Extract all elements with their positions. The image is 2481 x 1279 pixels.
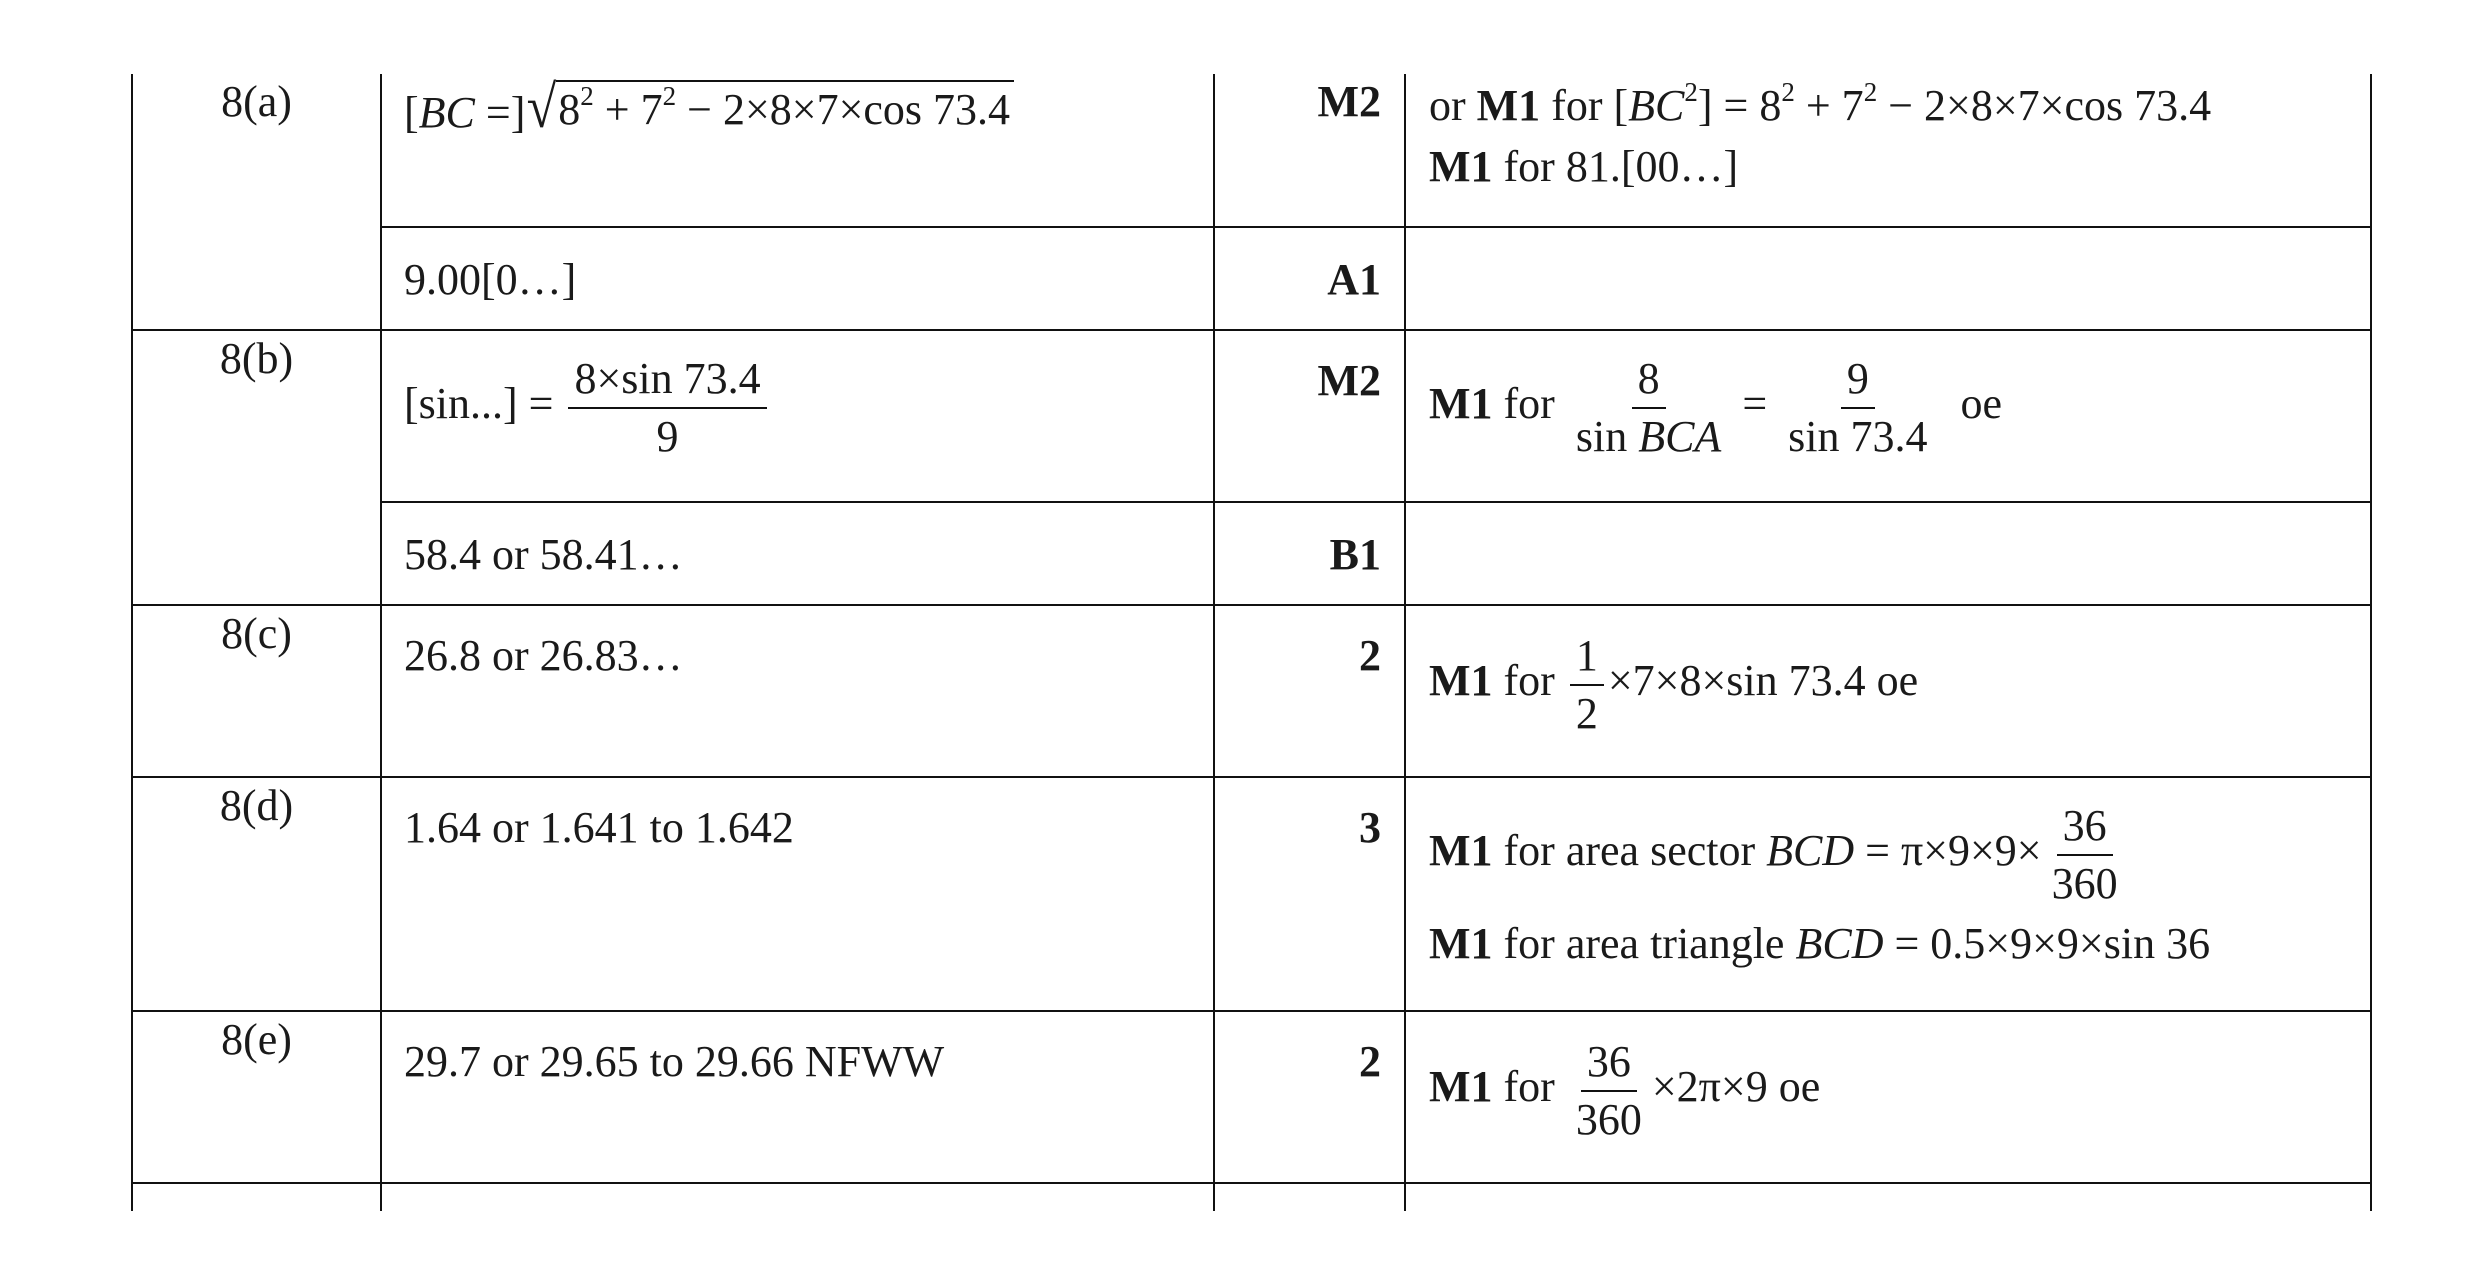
answer-cell: 26.8 or 26.83… [381,605,1214,777]
answer-cell: 58.4 or 58.41… [381,502,1214,605]
table-row [132,502,2371,605]
mark-cell: M2 [1214,74,1405,227]
guidance-cell: M1 for $\frac{36}{360}$ ×2π×9 oe [1405,1011,2371,1183]
guidance-cell [1405,227,2371,330]
fraction: $\frac{9}{\sin 73.4}$ [1788,354,1928,461]
guidance-cell [1405,74,2371,227]
guidance-cell [1405,502,2371,605]
table-row [132,1011,2371,1183]
fraction: $\frac{36}{360}$ [2051,801,2118,908]
fraction: $\frac{8\times\sin 73.4}{9}$ [568,357,766,459]
table-row [132,330,2371,502]
question-number: 8(c) [132,605,381,777]
guidance-line: M1 for area triangle BCD = 0.5×9×9×sin 36 [1429,919,2211,968]
fraction: $\frac{8}{\text{sin BCA}}$ [1575,354,1722,461]
table-row [132,227,2371,330]
question-number: 8(a) [132,74,381,330]
answer-cell: 9.00[0…] [381,227,1214,330]
mark-cell: A1 [1214,227,1405,330]
table-row [132,777,2371,1011]
empty-cell [1405,1183,2371,1211]
mark-cell: M2 [1214,330,1405,502]
answer-cell [381,74,1214,227]
question-number: 8(b) [132,330,381,605]
table-row [132,74,2371,227]
empty-cell [1214,1183,1405,1211]
table-row [132,605,2371,777]
mark-cell: B1 [1214,502,1405,605]
mark-cell: 2 [1214,605,1405,777]
question-number: 8(d) [132,777,381,1011]
answer-expression: [BC =] √ $8^2 + 7^2 - 2\times 8\times 7\times\cos$ 73.4 [404,88,1014,137]
guidance-line: M1 for 81.[00…] [1429,141,1739,191]
fraction: $\frac{36}{360}$ [1575,1037,1642,1144]
guidance-line: M1 for area sector BCD = π×9×9× $\frac{36}{360}$ [1429,804,2360,906]
empty-cell [132,1183,381,1211]
empty-cell [381,1183,1214,1211]
mark-cell: 3 [1214,777,1405,1011]
guidance-cell: M1 for $\frac{1}{2}$ ×7×8×sin 73.4 oe [1405,605,2371,777]
question-number: 8(e) [132,1011,381,1183]
mark-cell: 2 [1214,1011,1405,1183]
answer-cell: 1.64 or 1.641 to 1.642 [381,777,1214,1011]
guidance-cell [1405,777,2371,1011]
answer-cell: 29.7 or 29.65 to 29.66 NFWW [381,1011,1214,1183]
markscheme-table [131,74,2372,1211]
answer-cell: [sin...] = $\frac{8\times\sin 73.4}{9}$ [381,330,1214,502]
fraction: $\frac{1}{2}$ [1570,634,1604,736]
table-row-continuation [132,1183,2371,1211]
guidance-line: or M1 for $[BC^2] = 8^2 + 7^2 - 2\times 8\times 7\times\cos$ 73.4 [1429,77,2212,130]
guidance-cell: M1 for $\frac{8}{\text{sin BCA}}$ = $\frac{9}{\sin 73.4}$ oe [1405,330,2371,502]
